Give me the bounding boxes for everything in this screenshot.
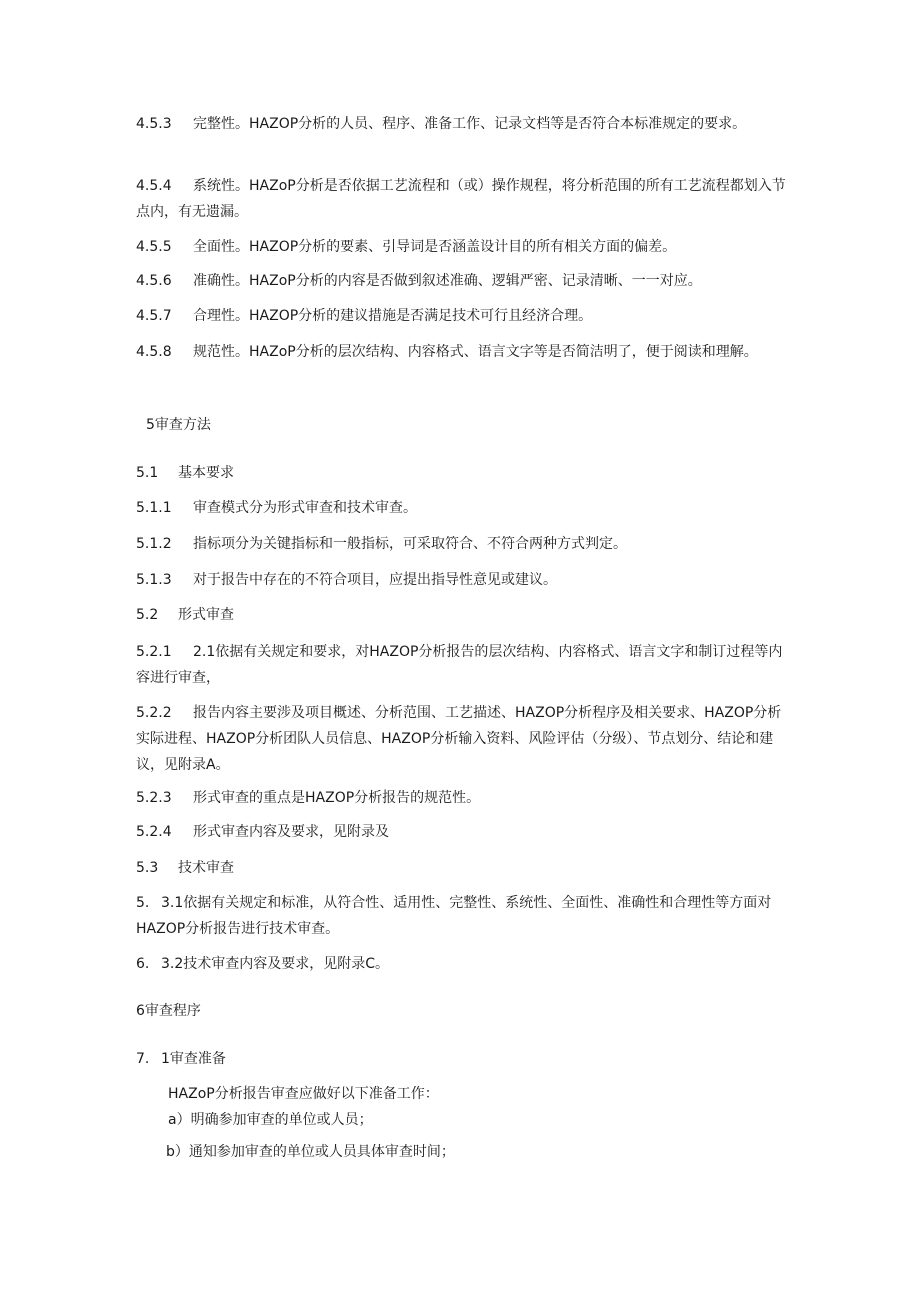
clause-number: 5. bbox=[136, 895, 150, 911]
clause-number: 4.5.6 bbox=[136, 273, 172, 289]
clause-4-5-5 bbox=[136, 234, 791, 260]
clause-text: 形式审查内容及要求，见附录及 bbox=[193, 824, 389, 840]
clause-5-1 bbox=[136, 460, 791, 486]
clause-number: 4.5.8 bbox=[136, 344, 172, 360]
clause-number: 4.5.7 bbox=[136, 308, 172, 324]
clause-text: 形式审查的重点是HAZOP分析报告的规范性。 bbox=[193, 790, 481, 806]
clause-number: 4.5.5 bbox=[136, 239, 172, 255]
clause-5-3 bbox=[136, 855, 791, 881]
clause-number: 5.1.2 bbox=[136, 536, 172, 552]
clause-text: 3.1依据有关规定和标准，从符合性、适用性、完整性、系统性、全面性、准确性和合理性等方面对HAZOP分析报告进行技术审查。 bbox=[136, 895, 772, 937]
clause-number: 4.5.3 bbox=[136, 116, 172, 132]
clause-text: 2.1依据有关规定和要求，对HAZOP分析报告的层次结构、内容格式、语言文字和制订过程等内容进行审查， bbox=[136, 644, 783, 686]
clause-text: 对于报告中存在的不符合项目，应提出指导性意见或建议。 bbox=[193, 572, 557, 588]
clause-4-5-3 bbox=[136, 111, 791, 137]
clause-5-3-2 bbox=[136, 951, 791, 977]
clause-number: 5.2.2 bbox=[136, 705, 172, 721]
clause-text: 1审查准备 bbox=[161, 1051, 226, 1067]
clause-number: 5.1.1 bbox=[136, 500, 172, 516]
clause-5-2-2 bbox=[136, 700, 791, 778]
clause-number: 5.2 bbox=[136, 607, 159, 623]
clause-4-5-4 bbox=[136, 173, 791, 225]
clause-5-2-3 bbox=[136, 785, 791, 811]
clause-number: 6. bbox=[136, 956, 150, 972]
clause-text: 报告内容主要涉及项目概述、分析范围、工艺描述、HAZOP分析程序及相关要求、HAZOP分析实际进程、HAZOP分析团队人员信息、HAZOP分析输入资料、风险评估（分级）、节点划分、结论和建议，见附录A。 bbox=[136, 705, 782, 773]
clause-number: 5.2.4 bbox=[136, 824, 172, 840]
clause-text: 完整性。HAZOP分析的人员、程序、准备工作、记录文档等是否符合本标准规定的要求。 bbox=[193, 116, 747, 132]
clause-number: 5.2.3 bbox=[136, 790, 172, 806]
clause-text: 技术审查 bbox=[178, 860, 234, 876]
clause-5-2-4 bbox=[136, 819, 791, 845]
clause-4-5-7 bbox=[136, 303, 791, 329]
clause-number: 5.3 bbox=[136, 860, 159, 876]
clause-text: 准确性。HAZoP分析的内容是否做到叙述准确、逻辑严密、记录清晰、一一对应。 bbox=[193, 273, 702, 289]
section-heading-5: 5审查方法 bbox=[146, 417, 211, 433]
clause-number: 5.1.3 bbox=[136, 572, 172, 588]
clause-text: 指标项分为关键指标和一般指标，可采取符合、不符合两种方式判定。 bbox=[193, 536, 627, 552]
prep-item-b: b）通知参加审查的单位或人员具体审查时间； bbox=[166, 1144, 455, 1160]
clause-text: 全面性。HAZOP分析的要素、引导词是否涵盖设计目的所有相关方面的偏差。 bbox=[193, 239, 677, 255]
clause-6-1 bbox=[136, 1046, 791, 1072]
clause-text: 3.2技术审查内容及要求，见附录C。 bbox=[161, 956, 390, 972]
clause-text: 形式审查 bbox=[178, 607, 234, 623]
clause-5-1-3 bbox=[136, 567, 791, 593]
clause-4-5-6 bbox=[136, 268, 791, 294]
clause-5-2-1 bbox=[136, 639, 791, 691]
clause-number: 4.5.4 bbox=[136, 178, 172, 194]
clause-number: 5.1 bbox=[136, 465, 159, 481]
clause-text: 规范性。HAZoP分析的层次结构、内容格式、语言文字等是否简洁明了，便于阅读和理解。 bbox=[193, 344, 758, 360]
prep-intro: HAZoP分析报告审查应做好以下准备工作： bbox=[168, 1086, 439, 1102]
clause-5-1-2 bbox=[136, 531, 791, 557]
clause-5-3-1 bbox=[136, 890, 791, 942]
section-heading-6: 6审查程序 bbox=[136, 1003, 201, 1019]
clause-5-1-1 bbox=[136, 495, 791, 521]
clause-4-5-8 bbox=[136, 339, 791, 365]
clause-number: 7. bbox=[136, 1051, 150, 1067]
clause-text: 合理性。HAZOP分析的建议措施是否满足技术可行且经济合理。 bbox=[193, 308, 593, 324]
clause-5-2 bbox=[136, 602, 791, 628]
prep-item-a: a）明确参加审查的单位或人员； bbox=[168, 1112, 373, 1128]
clause-text: 审查模式分为形式审查和技术审查。 bbox=[193, 500, 417, 516]
clause-text: 基本要求 bbox=[178, 465, 234, 481]
clause-number: 5.2.1 bbox=[136, 644, 172, 660]
clause-text: 系统性。HAZoP分析是否依据工艺流程和（或）操作规程，将分析范围的所有工艺流程都划入节点内，有无遗漏。 bbox=[136, 178, 786, 220]
